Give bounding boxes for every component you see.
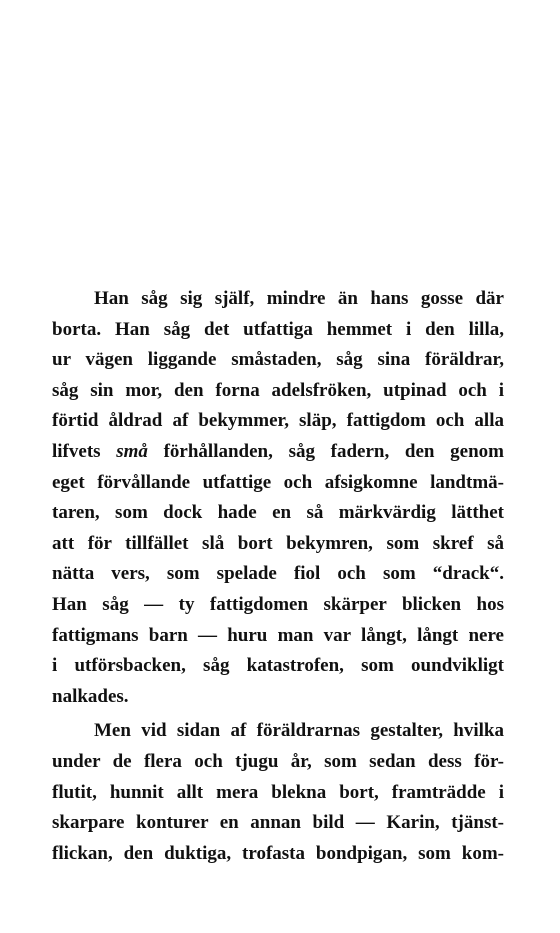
text-line: skarpare konturer en annan bild — Karin, tjänst-	[52, 812, 504, 834]
paragraph-1	[52, 284, 504, 712]
text-line: Han såg — ty fattigdomen skärper blicken hos	[52, 593, 504, 615]
text-line: lifvets små förhållanden, såg fadern, den genom	[52, 440, 504, 462]
text-line: nätta vers, som spelade fiol och som “drack“.	[52, 563, 504, 585]
text-line: Men vid sidan af föräldrarnas gestalter, hvilka	[94, 720, 504, 742]
text-line: under de flera och tjugu år, som sedan dess för-	[52, 750, 504, 772]
text-line: i utförsbacken, såg katastrofen, som oundvikligt	[52, 655, 504, 677]
emphasis-text: små	[116, 440, 148, 462]
text-line: Han såg sig själf, mindre än hans gosse där	[94, 288, 504, 309]
text-line: eget förvållande utfattige och afsigkomne landtmä-	[52, 471, 504, 493]
body-text	[52, 284, 504, 869]
text-line: ur vägen liggande småstaden, såg sina föräldrar,	[52, 349, 504, 371]
text-line: att för tillfället slå bort bekymren, som skref så	[52, 532, 504, 554]
text-line: nalkades.	[52, 685, 129, 707]
paragraph-2	[52, 716, 504, 869]
text-line: flutit, hunnit allt mera blekna bort, framträdde i	[52, 781, 504, 803]
text-line: förtid åldrad af bekymmer, släp, fattigdom och alla	[52, 410, 504, 432]
text-line: fattigmans barn — huru man var långt, långt nere	[52, 624, 504, 646]
text-line: flickan, den duktiga, trofasta bondpigan, som kom-	[52, 842, 504, 864]
text-line: borta. Han såg det utfattiga hemmet i den lilla,	[52, 318, 504, 340]
text-line: såg sin mor, den forna adelsfröken, utpinad och i	[52, 379, 504, 401]
text-line: taren, som dock hade en så märkvärdig lätthet	[52, 502, 504, 524]
